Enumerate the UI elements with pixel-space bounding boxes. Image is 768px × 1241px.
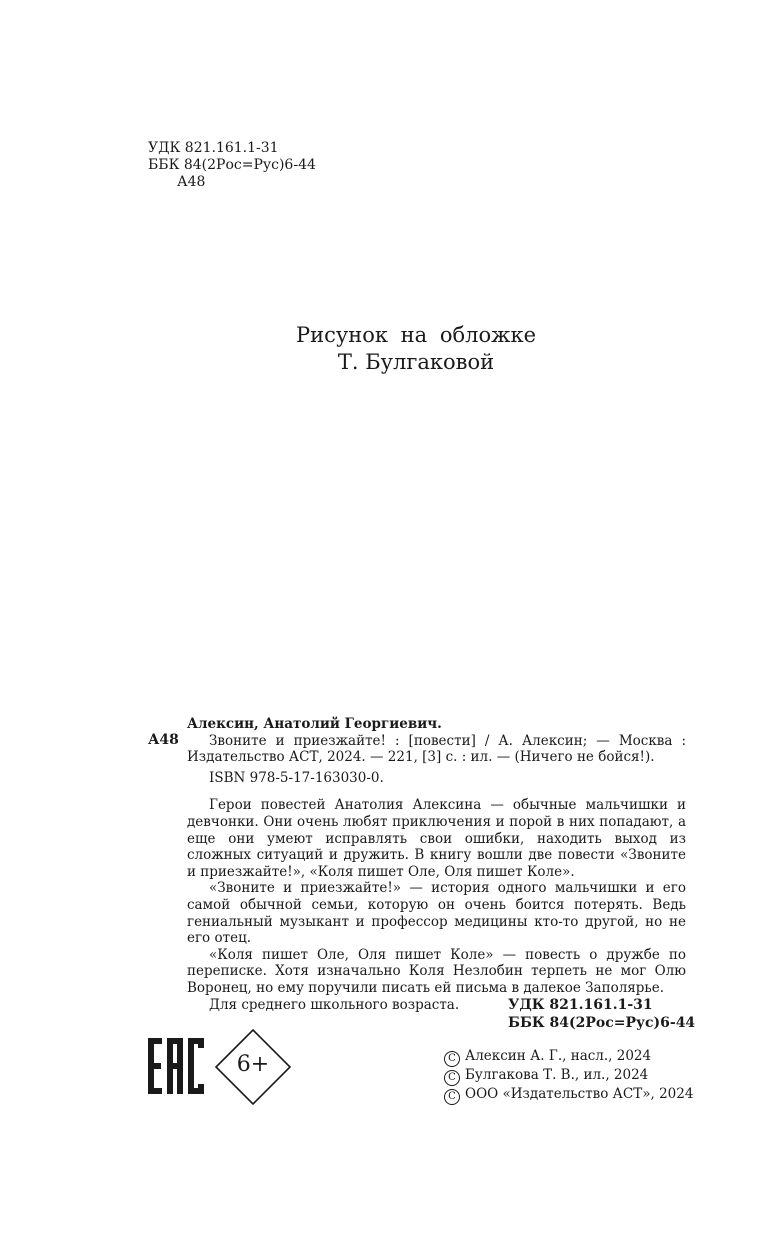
age-rating: 6+ bbox=[236, 1052, 270, 1077]
annotation-paragraph: «Коля пишет Оле, Оля пишет Коле» — повесть о дружбе по переписке. Хотя изначально Коля Незлобин терпеть не мог Олю Воронец, но ему поручили писать ей письма в далекое Заполярье. bbox=[187, 946, 686, 996]
catalog-card bbox=[187, 716, 686, 1013]
copyright-line: C Алексин А. Г., насл., 2024 bbox=[444, 1048, 693, 1067]
annotation-paragraph: Для среднего школьного возраста. bbox=[209, 996, 460, 1013]
catalog-annotation bbox=[187, 797, 686, 1013]
udk-code: УДК 821.161.1-31 bbox=[148, 140, 279, 156]
copyright-line: C ООО «Издательство АСТ», 2024 bbox=[444, 1086, 693, 1105]
annotation-paragraph: «Звоните и приезжайте!» — история одного мальчишки и его самой обычной семьи, которую он очень боится потерять. Ведь гениальный музыкант и профессор медицины кто-то другой, но не его отец. bbox=[187, 880, 686, 947]
cover-credit bbox=[220, 322, 612, 376]
catalog-classification bbox=[508, 996, 695, 1032]
cover-credit-line2: Т. Булгаковой bbox=[337, 350, 495, 374]
copyright-line: C Булгакова Т. В., ил., 2024 bbox=[444, 1067, 693, 1086]
copyright-icon: C bbox=[444, 1070, 460, 1086]
copyright-icon: C bbox=[444, 1089, 460, 1105]
bbk-code: ББК 84(2Рос=Рус)6-44 bbox=[148, 157, 316, 173]
header-classification bbox=[148, 140, 316, 191]
annotation-paragraph: Герои повестей Анатолия Алексина — обычные мальчишки и девчонки. Они очень любят приключения и порой в них попадают, а еще они умеют исправлять свои ошибки, находить выход из сложных ситуаций и дружить. В книгу вошли две повести «Звоните и приезжайте!», «Коля пишет Оле, Оля пишет Коле». bbox=[187, 797, 686, 880]
eac-logo-icon bbox=[148, 1038, 204, 1094]
author-mark: А48 bbox=[177, 174, 206, 190]
catalog-udk: УДК 821.161.1-31 bbox=[508, 997, 653, 1013]
catalog-isbn: ISBN 978-5-17-163030-0. bbox=[209, 769, 384, 786]
catalog-author: Алексин, Анатолий Георгиевич. bbox=[187, 716, 442, 732]
cover-credit-line1: Рисунок на обложке bbox=[295, 323, 537, 347]
copyright-icon: C bbox=[444, 1051, 460, 1067]
catalog-bbk: ББК 84(2Рос=Рус)6-44 bbox=[508, 1015, 696, 1031]
catalog-bibliographic: Звоните и приезжайте! : [повести] / А. Алексин; — Москва : Издательство АСТ, 2024. — 221, [3] с. : ил. — (Ничего не бойся!). bbox=[187, 732, 686, 766]
catalog-author-mark: А48 bbox=[148, 732, 179, 748]
copyright-block bbox=[444, 1048, 693, 1105]
